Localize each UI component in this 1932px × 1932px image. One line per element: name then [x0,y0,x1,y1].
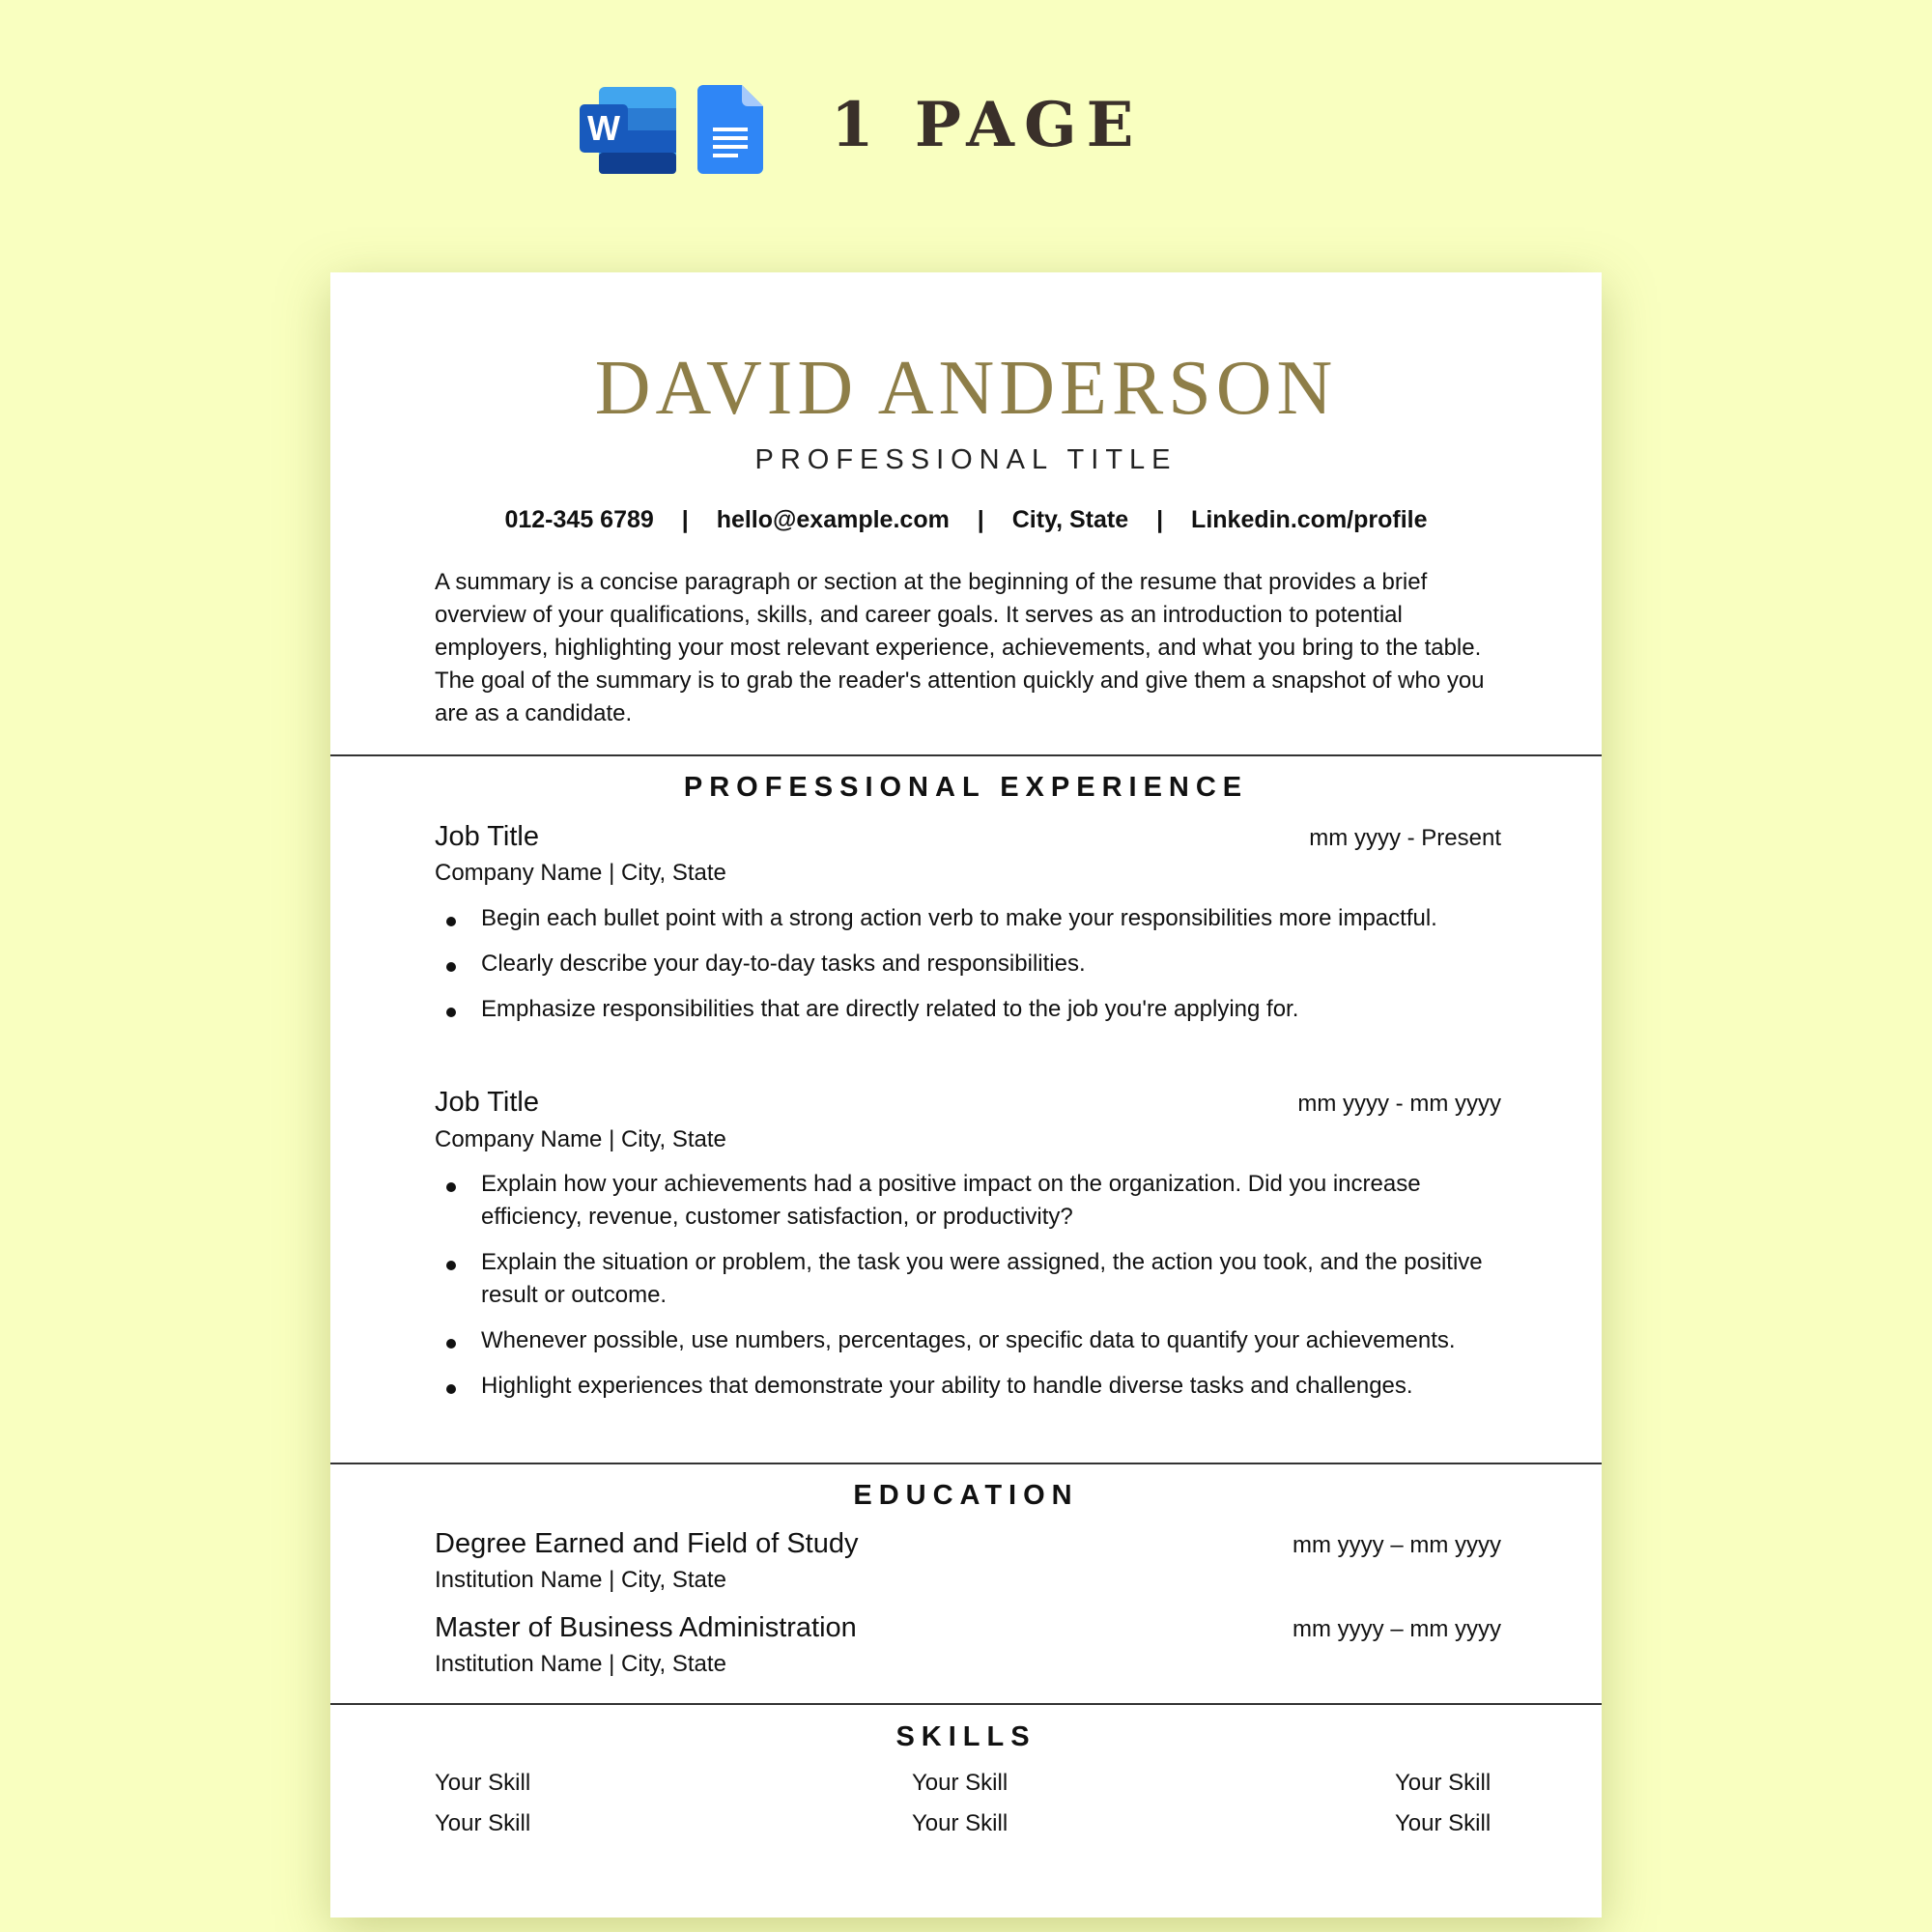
candidate-name: DAVID ANDERSON [594,346,1338,431]
bullet-icon [446,1182,456,1192]
section-divider [330,754,1602,756]
skill-item: Your Skill [435,1770,531,1796]
skill-item: Your Skill [1395,1770,1492,1796]
job-dates: mm yyyy - Present [1309,825,1501,851]
job-dates: mm yyyy - mm yyyy [1297,1091,1501,1117]
summary-paragraph: A summary is a concise paragraph or section at the beginning of the resume that provides a brief overview of your qualifications, skills, and career goals. It serves as an introduction to potential employers, highlighting your most relevant experience, achievements, and what you bring to the table. The goal of the summary is to grab the reader's attention quickly and give them a snapshot of who you are as a candidate. [435,569,1485,726]
contact-email: hello@example.com [716,506,950,533]
education-header [435,1614,1501,1642]
job-title: Job Title [435,821,539,852]
bullet-icon [446,917,456,926]
education-heading: EDUCATION [853,1480,1079,1511]
degree-dates: mm yyyy – mm yyyy [1293,1616,1501,1642]
job-header [435,1089,1501,1117]
bullet-text: Explain how your achievements had a positive impact on the organization. Did you increase efficiency, revenue, customer satisfaction, or productivity? [481,1171,1421,1230]
degree-title: Degree Earned and Field of Study [435,1528,859,1559]
section-divider [330,1463,1602,1464]
resume-page [330,272,1602,1918]
skill-item: Your Skill [912,1770,1009,1796]
job-company: Company Name | City, State [435,860,726,886]
list-item [435,1370,1501,1403]
bullet-text: Whenever possible, use numbers, percentages, or specific data to quantify your achievements. [481,1327,1456,1353]
degree-dates: mm yyyy – mm yyyy [1293,1532,1501,1558]
bullet-icon [446,1384,456,1394]
bullet-text: Emphasize responsibilities that are directly related to the job you're applying for. [481,996,1299,1022]
google-docs-icon [697,85,763,174]
experience-heading: PROFESSIONAL EXPERIENCE [683,772,1249,803]
job-title: Job Title [435,1087,539,1118]
bullet-icon [446,1261,456,1270]
degree-title: Master of Business Administration [435,1612,857,1643]
contact-separator: | [681,506,689,533]
microsoft-word-icon [580,87,676,174]
job-company: Company Name | City, State [435,1126,726,1152]
bullet-icon [446,1339,456,1349]
contact-linkedin: Linkedin.com/profile [1191,506,1428,533]
contact-separator: | [977,506,984,533]
bullet-text: Highlight experiences that demonstrate your ability to handle diverse tasks and challenges. [481,1373,1413,1399]
list-item [435,902,1501,935]
bullet-text: Begin each bullet point with a strong action verb to make your responsibilities more impactful. [481,905,1437,931]
section-divider [330,1703,1602,1705]
skill-item: Your Skill [912,1810,1009,1836]
skill-item: Your Skill [1395,1810,1492,1836]
institution: Institution Name | City, State [435,1567,726,1593]
institution: Institution Name | City, State [435,1651,726,1677]
education-header [435,1530,1501,1558]
list-item [435,1168,1501,1234]
contact-line [330,508,1602,532]
job-header [435,823,1501,851]
bullet-text: Clearly describe your day-to-day tasks and responsibilities. [481,951,1086,977]
list-item [435,1324,1501,1357]
list-item [435,948,1501,980]
job-bullets [435,1168,1501,1415]
svg-text:W: W [587,108,620,148]
contact-separator: | [1156,506,1164,533]
bullet-text: Explain the situation or problem, the task you were assigned, the action you took, and the positive result or outcome. [481,1249,1483,1308]
skill-item: Your Skill [435,1810,531,1836]
contact-location: City, State [1011,506,1129,533]
skills-heading: SKILLS [895,1721,1037,1752]
job-bullets [435,902,1501,1038]
page-count-label: 1 PAGE [831,89,1144,161]
professional-title: PROFESSIONAL TITLE [754,444,1178,475]
list-item [435,993,1501,1026]
list-item [435,1246,1501,1312]
bullet-icon [446,1008,456,1017]
bullet-icon [446,962,456,972]
contact-phone: 012-345 6789 [504,506,654,533]
